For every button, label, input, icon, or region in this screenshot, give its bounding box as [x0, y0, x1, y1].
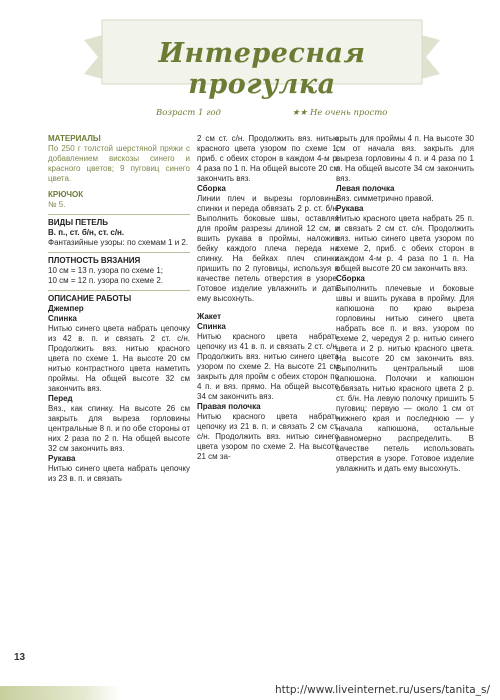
jacket-assembly-text: Выполнить плечевые и боковые швы и вшить рукава в пройму. Для капюшона по краю выреза горловины нитью синего цвета набрать все п. и вяз. узором по схеме 2, чередуя 2 р. нитью синего цвета и 2 р. нитью красного цвета. На высоте 20 см закончить вяз. Выполнить центральный шов капюшона. Полочки и капюшон обвязать нитью красного цвета 2 р. ст. б/н. На левую полочку пришить 5 пуговиц: первую — около 1 см от нижнего края и последнюю — у начала капюшона, остальные равномерно распределить. В качестве петель использовать отверстия в узоре. Готовое изделие увлажнить и дать ему высохнуть. — [336, 284, 474, 473]
sleeve-text-cont: 2 см ст. с/н. Продолжить вяз. нитью красного цвета узором по схеме 1, приб. с обеих сторон в каждом 4-м р. 4 раза по 1 п. На общей высоте 20 см закончить вяз. — [197, 134, 339, 183]
jacket-back-heading: Спинка — [197, 322, 226, 331]
materials-text: По 250 г толстой шерстяной пряжи с добавлением вискозы синего и красного цветов; 9 пуговиц синего цвета. — [48, 144, 190, 183]
column-3 — [336, 134, 474, 474]
left-front-text: Вяз. симметрично правой. — [336, 194, 434, 203]
divider — [48, 290, 190, 291]
page-number: 13 — [14, 652, 26, 663]
footer-decoration — [0, 686, 120, 700]
left-front-heading: Левая полочка — [336, 184, 395, 193]
loops-heading: ВИДЫ ПЕТЕЛЬ — [48, 218, 108, 227]
description-heading: ОПИСАНИЕ РАБОТЫ — [48, 294, 132, 303]
source-url[interactable]: http://www.liveinternet.ru/users/tanita_s/ — [274, 684, 490, 696]
jacket-assembly-heading: Сборка — [336, 274, 365, 283]
right-front-text-cont: крыть для проймы 4 п. На высоте 30 см от начала вяз. закрыть для выреза горловины 4 п. и 4 раза по 1 п. На общей высоте 34 см закончить вяз. — [336, 134, 474, 183]
assembly-heading: Сборка — [197, 184, 226, 193]
hook-heading: КРЮЧОК — [48, 190, 84, 199]
density-heading: ПЛОТНОСТЬ ВЯЗАНИЯ — [48, 256, 141, 265]
right-front-heading: Правая полочка — [197, 402, 261, 411]
hook-text: № 5. — [48, 200, 66, 209]
age-label: Возраст 1 год — [156, 108, 221, 118]
density-line-1: 10 см = 13 п. узора по схеме 1; — [48, 266, 163, 275]
divider — [48, 214, 190, 215]
difficulty-label: ★★ Не очень просто — [292, 108, 388, 118]
sleeves-heading: Рукава — [336, 204, 364, 213]
front-text: Вяз., как спинку. На высоте 26 см закрыть для выреза горловины центральные 8 п. и по обе стороны от них 2 раза по 2 п. На общей высоте 32 см закончить вяз. — [48, 404, 190, 453]
front-heading: Перед — [48, 394, 73, 403]
column-2 — [197, 134, 339, 462]
materials-heading: МАТЕРИАЛЫ — [48, 134, 101, 143]
column-1 — [48, 134, 190, 484]
title-banner — [84, 12, 440, 100]
jacket-back-text: Нитью красного цвета набрать цепочку из 41 в. п. и связать 2 ст. с/н. Продолжить вяз. нитью синего цвета узором по схеме 2. На высоте 21 см закрыть для пройм с обеих сторон по 4 п. и вяз. прямо. На общей высоте 34 см закончить вяз. — [197, 332, 339, 401]
jacket-heading: Жакет — [197, 312, 222, 321]
sleeves-text: Нитью красного цвета набрать 25 п. и связать 2 см ст. с/н. Продолжить вяз. нитью синего цвета узором по схеме 2, приб. с обеих сторон в каждом 4-м р. 4 раза по 1 п. На общей высоте 20 см закончить вяз. — [336, 214, 474, 273]
sleeve-heading: Рукава — [48, 454, 76, 463]
density-line-2: 10 см = 12 п. узора по схеме 2. — [48, 276, 163, 285]
jumper-heading: Джемпер — [48, 304, 84, 313]
back-heading: Спинка — [48, 314, 77, 323]
sleeve-text: Нитью синего цвета набрать цепочку из 23 в. п. и связать — [48, 464, 190, 483]
right-front-text: Нитью красного цвета набрать цепочку из 21 в. п. и связать 2 см ст. с/н. Продолжить вяз. нитью синего цвета узором по схеме 2. На высоте 21 см за- — [197, 412, 339, 461]
page-title: Интересная прогулка — [158, 38, 366, 100]
patterns-text: Фантазийные узоры: по схемам 1 и 2. — [48, 238, 189, 247]
loops-text: В. п., ст. б/н, ст. с/н. — [48, 228, 125, 237]
assembly-text: Линии плеч и вырезы горловины спинки и переда обвязать 2 р. ст. б/н. Выполнить боковые швы, оставляя для пройм разрезы длиной 12 см, и вшить рукава в проймы, наложив бейку каждого плеча переда на спинку. На бейках плеч спинки пришить по 2 пуговицы, используя в качестве петель отверстия в узоре. Готовое изделие увлажнить и дать ему высохнуть. — [197, 194, 339, 303]
divider — [48, 252, 190, 253]
back-text: Нитью синего цвета набрать цепочку из 42 в. п. и связать 2 ст. с/н. Продолжить вяз. нитью красного цвета по схеме 1. На высоте 20 см нитью контрастного цвета наметить проймы. На общей высоте 32 см закончить вяз. — [48, 324, 190, 393]
